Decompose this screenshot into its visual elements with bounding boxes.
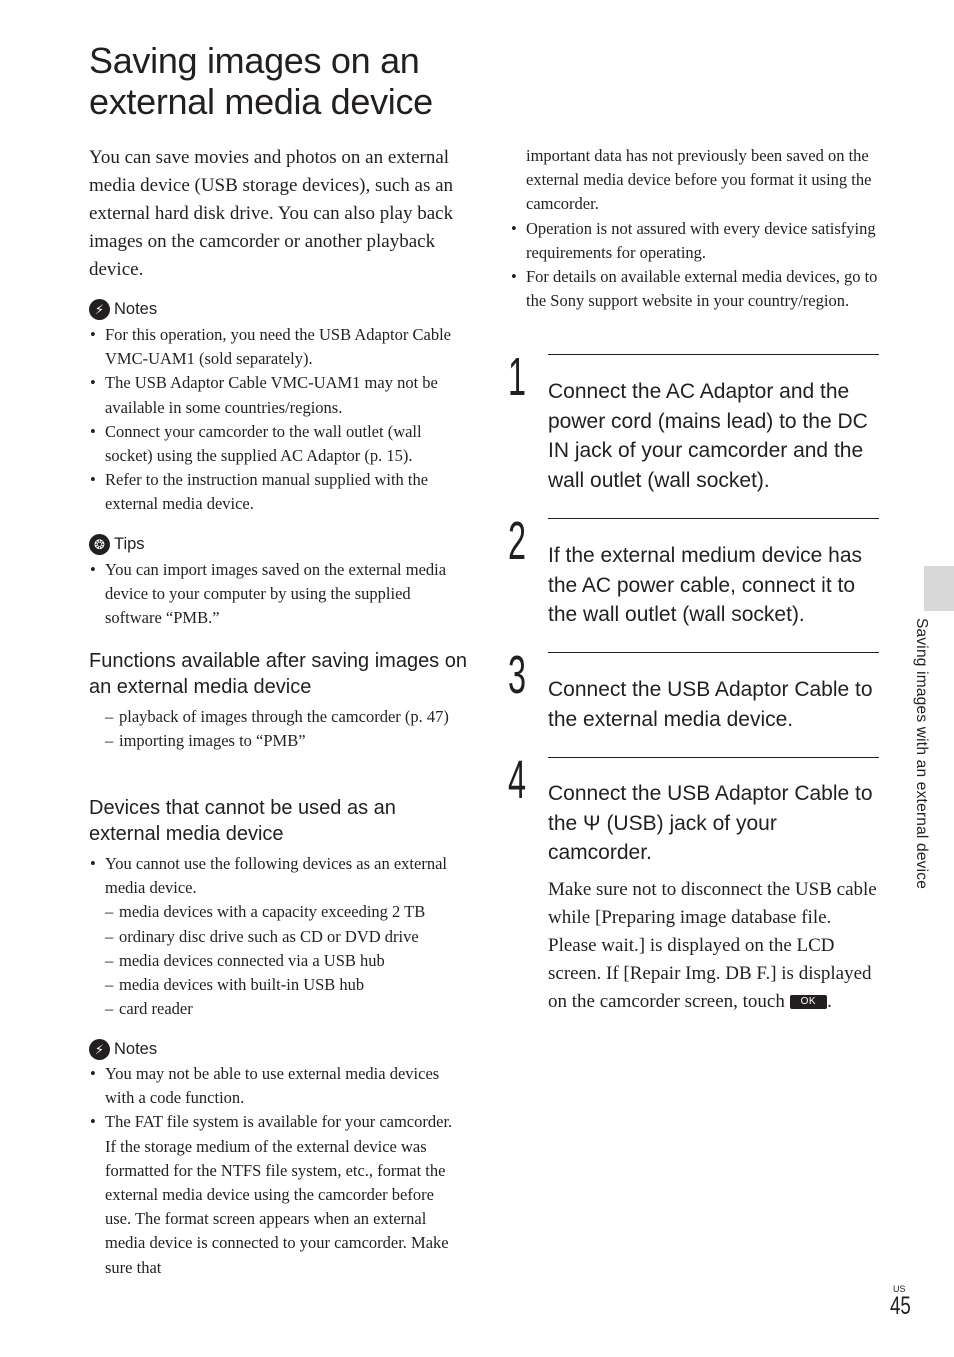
list-item-continued (511, 144, 883, 217)
notes-heading-label: Notes (114, 300, 158, 318)
step-number: 1 (508, 347, 527, 407)
list-item: • Connect your camcorder to the wall outlet (wall socket) using the supplied AC Adaptor (p. 15). (90, 420, 470, 468)
tips-heading-label: Tips (114, 535, 145, 553)
lightning-icon: ⚡ (89, 299, 110, 320)
step-divider (548, 652, 879, 653)
devices-sublist (105, 900, 470, 1021)
step-text-part: (USB) jack of your camcorder. (548, 811, 777, 865)
list-item: – media devices connected via a USB hub (105, 949, 470, 973)
list-item: – card reader (105, 997, 470, 1021)
step-text-part: Connect the USB Adaptor Cable to the (548, 782, 873, 835)
step-text: Connect the USB Adaptor Cable to the external media device. (548, 678, 873, 731)
list-item: • For details on available external media devices, go to the Sony support website in your country/region. (511, 265, 883, 313)
page-region: US (893, 1284, 906, 1294)
step-text: If the external medium device has the AC power cable, connect it to the wall outlet (wall socket). (548, 544, 862, 627)
side-label: Saving images with an external device (913, 618, 930, 890)
list-item: • Operation is not assured with every device satisfying requirements for operating. (511, 217, 883, 265)
notes-heading-2 (89, 1039, 157, 1060)
step-divider (548, 518, 879, 519)
step-text (548, 779, 873, 868)
step-divider (548, 354, 879, 355)
notes-heading-label: Notes (114, 1040, 158, 1058)
step4-end: . (827, 991, 832, 1012)
list-item: • You can import images saved on the external media device to your computer by using the supplied software “PMB.” (90, 558, 450, 631)
step-text: Connect the AC Adaptor and the power cord (mains lead) to the DC IN jack of your camcorder and the wall outlet (wall socket). (548, 380, 868, 492)
lightbulb-icon: ❂ (89, 534, 110, 555)
intro-paragraph: You can save movies and photos on an external media device (USB storage devices), such as an external hard disk drive. You can also play back images on the camcorder or another playback device. (89, 147, 454, 280)
usb-icon: Ψ (583, 811, 601, 835)
list-item: • The FAT file system is available for your camcorder. If the storage medium of the external device was formatted for the NTFS file system, etc., format the external media device using the camcorder before use. The format screen appears when an external media device is connected to your camcorder. Make sure that (90, 1110, 460, 1279)
list-item: – playback of images through the camcorder (p. 47) (105, 705, 460, 729)
notes-list-2-continued (511, 144, 883, 313)
list-item: – media devices with built-in USB hub (105, 973, 470, 997)
devices-heading: Devices that cannot be used as an external media device (89, 797, 396, 845)
notes-list-2 (90, 1062, 460, 1280)
step-divider (548, 757, 879, 758)
devices-list (90, 852, 470, 1021)
side-tab (924, 566, 954, 611)
continued-text: important data has not previously been saved on the external media device before you format it using the camcorder. (526, 146, 872, 214)
page-number: 45 (890, 1292, 911, 1320)
list-item: – ordinary disc drive such as CD or DVD drive (105, 925, 470, 949)
step4-body-text: Make sure not to disconnect the USB cable while [Preparing image database file. Please wait.] is displayed on the LCD screen. If [Repair Img. DB F.] is displayed on the camcorder screen, touch (548, 879, 877, 1012)
ok-button-icon: OK (790, 995, 827, 1009)
notes-list (90, 323, 470, 517)
page-title: Saving images on an external media device (89, 40, 433, 122)
step-number: 2 (508, 511, 527, 571)
tips-list (90, 558, 450, 631)
list-item: • Refer to the instruction manual supplied with the external media device. (90, 468, 470, 516)
devices-lead: You cannot use the following devices as an external media device. (105, 854, 447, 898)
lightning-icon: ⚡ (89, 1039, 110, 1060)
list-item (90, 852, 470, 1021)
tips-heading (89, 534, 145, 555)
notes-heading (89, 299, 157, 320)
step-number: 4 (508, 750, 527, 810)
list-item: • For this operation, you need the USB Adaptor Cable VMC-UAM1 (sold separately). (90, 323, 470, 371)
step4-body (548, 876, 878, 1016)
step-number: 3 (508, 645, 527, 705)
list-item: – importing images to “PMB” (105, 729, 460, 753)
functions-heading: Functions available after saving images on an external media device (89, 650, 467, 698)
list-item: • The USB Adaptor Cable VMC-UAM1 may not be available in some countries/regions. (90, 371, 470, 419)
list-item: • You may not be able to use external media devices with a code function. (90, 1062, 460, 1110)
functions-list (105, 705, 460, 753)
list-item: – media devices with a capacity exceeding 2 TB (105, 900, 470, 924)
